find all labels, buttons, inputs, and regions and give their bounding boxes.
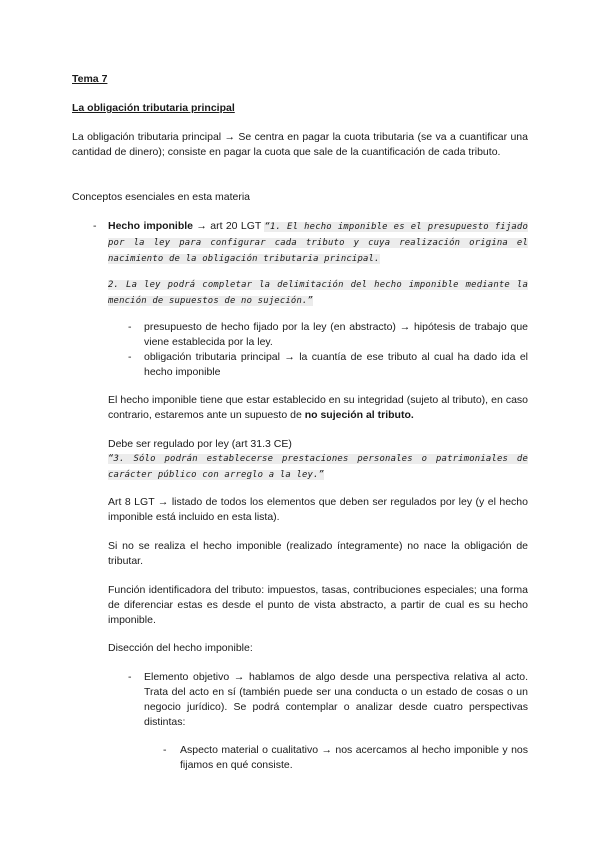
hecho-imponible-ref: → art 20 LGT <box>193 220 265 232</box>
integridad-text: El hecho imponible tiene que estar establecido en su integridad (sujeto al tributo), en caso contrario, estaremos ante un supuesto de <box>108 394 528 421</box>
sub-item-presupuesto: presupuesto de hecho fijado por la ley (en abstracto) → hipótesis de trabajo que viene establecida por la ley. <box>144 321 528 348</box>
art31-quote: “3. Sólo podrán establecerse prestaciones personales o patrimoniales de carácter público con arreglo a la ley.” <box>108 454 528 480</box>
hecho-imponible-term: Hecho imponible <box>108 220 194 232</box>
bullet-marker: - <box>128 671 132 683</box>
concepts-heading: Conceptos esenciales en esta materia <box>72 191 251 203</box>
funcion-paragraph: Función identificadora del tributo: impuestos, tasas, contribuciones especiales; una forma de diferenciar estas es desde el punto de vista abstracto, a partir de cual es su hecho imponible. <box>108 584 528 626</box>
sub-item-obligacion: obligación tributaria principal → la cuantía de ese tributo al cual ha dado ida el hecho imponible <box>144 351 528 378</box>
bullet-marker: - <box>128 321 132 333</box>
integridad-paragraph <box>108 393 528 423</box>
art8-paragraph: Art 8 LGT → listado de todos los elementos que deben ser regulados por ley (y el hecho imponible está incluido en esta lista). <box>108 496 528 523</box>
ley-quote-block <box>108 451 528 483</box>
art20-quote-1: “1. El hecho imponible es el presupuesto fijado por la ley para configurar cada tributo y cuya realización origina el nacimiento de la obligación tributaria principal. <box>108 222 529 264</box>
aspecto-material-item: Aspecto material o cualitativo → nos acercamos al hecho imponible y nos fijamos en qué consiste. <box>180 744 528 771</box>
no-sujecion-term: no sujeción al tributo. <box>304 409 414 421</box>
ley-line: Debe ser regulado por ley (art 31.3 CE) <box>108 438 292 450</box>
diseccion-heading: Disección del hecho imponible: <box>108 642 253 654</box>
bullet-marker: - <box>93 220 97 232</box>
art20-quote-2: 2. La ley podrá completar la delimitación del hecho imponible mediante la mención de supuestos de no sujeción.” <box>108 280 528 306</box>
hecho-imponible-item <box>108 219 528 267</box>
elemento-objetivo-item: Elemento objetivo → hablamos de algo desde una perspectiva relativa al acto. Trata del acto en sí (también puede ser una conducta o un estado de cosas o un negocio jurídico). Se podrá contemplar o analizar desde cuatro perspectivas distintas: <box>144 671 528 728</box>
section-title: La obligación tributaria principal <box>72 102 235 114</box>
bullet-marker: - <box>163 744 167 756</box>
page-title: Tema 7 <box>72 73 108 85</box>
bullet-marker: - <box>128 351 132 363</box>
art20-quote-2-block <box>108 277 528 309</box>
intro-paragraph: La obligación tributaria principal → Se centra en pagar la cuota tributaria (se va a cuantificar una cantidad de dinero); consiste en pagar la cuota que sale de la cuantificación de cada tributo. <box>72 131 528 158</box>
no-nace-paragraph: Si no se realiza el hecho imponible (realizado íntegramente) no nace la obligación de tributar. <box>108 540 528 567</box>
